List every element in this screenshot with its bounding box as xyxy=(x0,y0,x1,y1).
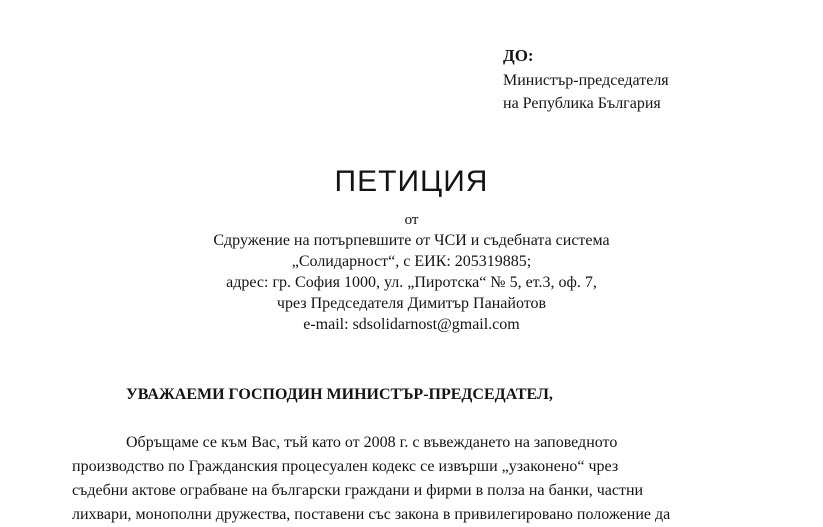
sender-address: адрес: гр. София 1000, ул. „Пиротска“ № 5, ет.3, оф. 7, xyxy=(226,274,597,291)
recipient-line-2: на Република България xyxy=(503,95,661,112)
body-line: Обръщаме се към Вас, тъй като от 2008 г. с въвеждането на заповедното xyxy=(126,434,618,451)
sender-org-line-2: „Солидарност“, с ЕИК: 205319885; xyxy=(291,253,532,270)
body-line: лихвари, монополни дружества, поставени със закона в привилегировано положение да xyxy=(72,506,671,523)
document-title: ПЕТИЦИЯ xyxy=(334,165,489,198)
sender-representative: чрез Председателя Димитър Панайотов xyxy=(276,295,547,312)
from-word: от xyxy=(404,212,419,228)
sender-email: e-mail: sdsolidarnost@gmail.com xyxy=(303,316,520,333)
body-line: производство по Гражданския процесуален кодекс се извърши „узаконено“ чрез xyxy=(72,458,619,475)
recipient-label: ДО: xyxy=(503,46,534,65)
sender-org-line-1: Сдружение на потърпевшите от ЧСИ и съдебната система xyxy=(213,232,610,249)
body-line: съдебни актове ограбване на български граждани и фирми в полза на банки, частни xyxy=(72,482,644,499)
recipient-line-1: Министър-председателя xyxy=(503,72,669,89)
salutation: УВАЖАЕМИ ГОСПОДИН МИНИСТЪР-ПРЕДСЕДАТЕЛ, xyxy=(126,386,553,403)
